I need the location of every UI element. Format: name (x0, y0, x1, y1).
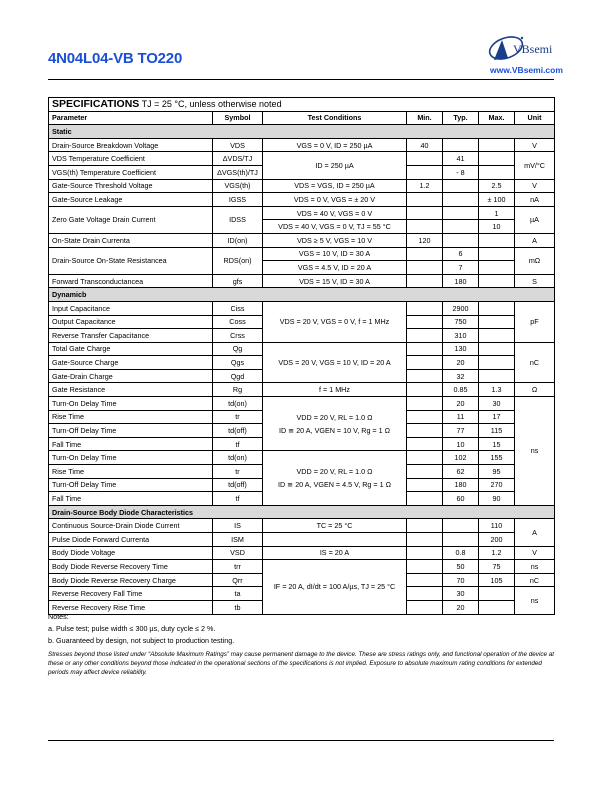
table-cell (407, 329, 443, 343)
table-cell: VDS = 0 V, VGS = ± 20 V (263, 193, 407, 207)
table-cell (479, 233, 515, 247)
table-cell: nA (515, 193, 555, 207)
table-cell: td(off) (213, 478, 263, 492)
table-cell (479, 315, 515, 329)
table-cell: 11 (443, 410, 479, 424)
table-cell: 310 (443, 329, 479, 343)
table-cell: Rise Time (49, 465, 213, 479)
table-cell: A (515, 233, 555, 247)
table-cell: TC = 25 °C (263, 519, 407, 533)
table-cell: VDS = VGS, ID = 250 µA (263, 179, 407, 193)
table-cell: Output Capacitance (49, 315, 213, 329)
table-cell (407, 587, 443, 601)
table-cell (443, 193, 479, 207)
table-row (49, 301, 555, 315)
table-cell: 10 (479, 220, 515, 234)
table-row (49, 519, 555, 533)
table-cell (407, 342, 443, 356)
table-cell: Reverse Recovery Fall Time (49, 587, 213, 601)
table-cell (407, 397, 443, 411)
table-cell: Crss (213, 329, 263, 343)
logo-text: VBsemi (513, 42, 553, 56)
table-cell: 20 (443, 356, 479, 370)
table-cell: mΩ (515, 247, 555, 274)
table-cell: Turn-Off Delay Time (49, 424, 213, 438)
table-cell: 102 (443, 451, 479, 465)
table-cell (407, 560, 443, 574)
table-cell: 0.8 (443, 546, 479, 560)
table-cell (407, 301, 443, 315)
table-cell: tb (213, 600, 263, 614)
table-cell: VDS = 40 V, VGS = 0 V (263, 206, 407, 220)
table-row (49, 383, 555, 397)
table-cell: 95 (479, 465, 515, 479)
table-row (49, 138, 555, 152)
table-cell (407, 165, 443, 179)
table-cell: Rg (213, 383, 263, 397)
table-cell: Coss (213, 315, 263, 329)
table-cell: td(off) (213, 424, 263, 438)
table-cell (479, 261, 515, 275)
table-cell (443, 220, 479, 234)
table-cell: Continuous Source-Drain Diode Current (49, 519, 213, 533)
table-cell: Turn-On Delay Time (49, 397, 213, 411)
table-cell: 180 (443, 274, 479, 288)
table-cell: Ω (515, 383, 555, 397)
table-cell: Max. (479, 111, 515, 125)
table-cell: Qrr (213, 573, 263, 587)
table-cell (407, 356, 443, 370)
table-row (49, 247, 555, 261)
table-cell (407, 424, 443, 438)
table-cell: Fall Time (49, 492, 213, 506)
table-cell: 30 (479, 397, 515, 411)
table-cell: IGSS (213, 193, 263, 207)
header-rule (48, 79, 554, 80)
table-cell (407, 152, 443, 166)
table-cell: tr (213, 465, 263, 479)
specifications-table (48, 97, 555, 615)
table-cell (443, 233, 479, 247)
table-cell: Typ. (443, 111, 479, 125)
table-cell (407, 383, 443, 397)
table-cell: 60 (443, 492, 479, 506)
table-cell: VDS (213, 138, 263, 152)
table-cell: 120 (407, 233, 443, 247)
table-cell (443, 519, 479, 533)
table-cell: Drain-Source On-State Resistancea (49, 247, 213, 274)
table-cell: 17 (479, 410, 515, 424)
table-row (49, 546, 555, 560)
table-cell: f = 1 MHz (263, 383, 407, 397)
table-cell: ± 100 (479, 193, 515, 207)
table-cell (407, 451, 443, 465)
table-cell (443, 206, 479, 220)
table-row (49, 193, 555, 207)
table-cell (407, 478, 443, 492)
table-cell: Gate-Source Threshold Voltage (49, 179, 213, 193)
table-row (49, 560, 555, 574)
table-cell (479, 587, 515, 601)
table-cell: Reverse Transfer Capacitance (49, 329, 213, 343)
table-cell (443, 138, 479, 152)
table-cell: Static (49, 125, 555, 139)
table-cell: 10 (443, 437, 479, 451)
table-cell: 70 (443, 573, 479, 587)
table-cell: Test Conditions (263, 111, 407, 125)
table-cell: IDSS (213, 206, 263, 233)
table-cell: 0.85 (443, 383, 479, 397)
table-cell: tr (213, 410, 263, 424)
table-cell: On-State Drain Currenta (49, 233, 213, 247)
table-cell (443, 533, 479, 547)
table-cell: Reverse Recovery Rise Time (49, 600, 213, 614)
table-cell (407, 220, 443, 234)
table-cell: Turn-Off Delay Time (49, 478, 213, 492)
table-cell: VDS ≥ 5 V, VGS = 10 V (263, 233, 407, 247)
table-cell: ns (515, 560, 555, 574)
table-cell: nC (515, 342, 555, 383)
table-cell: 270 (479, 478, 515, 492)
table-cell: 130 (443, 342, 479, 356)
table-cell: Gate-Source Charge (49, 356, 213, 370)
table-cell: VDD = 20 V, RL = 1.0 Ω ID ≅ 20 A, VGEN = 10 V, Rg = 1 Ω (263, 397, 407, 451)
table-cell: Gate-Drain Charge (49, 369, 213, 383)
table-cell: VDS Temperature Coefficient (49, 152, 213, 166)
table-cell: Qgd (213, 369, 263, 383)
table-cell: 110 (479, 519, 515, 533)
table-cell: Body Diode Voltage (49, 546, 213, 560)
table-cell: Qg (213, 342, 263, 356)
table-cell: Body Diode Reverse Recovery Charge (49, 573, 213, 587)
table-cell (479, 274, 515, 288)
table-cell: 75 (479, 560, 515, 574)
table-cell (407, 261, 443, 275)
table-row (49, 451, 555, 465)
table-cell: V (515, 179, 555, 193)
table-cell (479, 342, 515, 356)
table-cell: Parameter (49, 111, 213, 125)
table-cell: mV/°C (515, 152, 555, 179)
table-cell: - 8 (443, 165, 479, 179)
table-cell: ns (515, 587, 555, 614)
table-cell: VGS = 10 V, ID = 30 A (263, 247, 407, 261)
table-cell: 20 (443, 600, 479, 614)
table-cell (407, 206, 443, 220)
table-cell: Input Capacitance (49, 301, 213, 315)
table-cell (407, 247, 443, 261)
table-cell (479, 369, 515, 383)
table-cell (407, 410, 443, 424)
table-cell: 40 (407, 138, 443, 152)
table-cell: IS = 20 A (263, 546, 407, 560)
table-cell: Gate Resistance (49, 383, 213, 397)
note-a: a. Pulse test; pulse width ≤ 300 µs, duty cycle ≤ 2 %. (48, 624, 216, 633)
table-cell: 32 (443, 369, 479, 383)
table-cell: V (515, 138, 555, 152)
table-cell (479, 247, 515, 261)
table-cell: VDS = 15 V, ID = 30 A (263, 274, 407, 288)
table-cell: 50 (443, 560, 479, 574)
document-title: 4N04L04-VB TO220 (48, 50, 183, 67)
table-row (49, 274, 555, 288)
table-header-row (49, 111, 555, 125)
table-cell (407, 519, 443, 533)
table-cell: 90 (479, 492, 515, 506)
table-cell: Ciss (213, 301, 263, 315)
table-cell: Zero Gate Voltage Drain Current (49, 206, 213, 233)
table-cell: VDD = 20 V, RL = 1.0 Ω ID ≅ 20 A, VGEN = 4.5 V, Rg = 1 Ω (263, 451, 407, 505)
table-cell (407, 533, 443, 547)
table-cell: Fall Time (49, 437, 213, 451)
table-cell: 1.3 (479, 383, 515, 397)
table-cell: VGS = 4.5 V, ID = 20 A (263, 261, 407, 275)
table-cell: 1.2 (407, 179, 443, 193)
notes (48, 611, 554, 647)
table-cell: ta (213, 587, 263, 601)
table-cell: 30 (443, 587, 479, 601)
table-cell: Body Diode Reverse Recovery Time (49, 560, 213, 574)
footer-rule (48, 740, 554, 741)
table-cell (407, 492, 443, 506)
table-cell: 105 (479, 573, 515, 587)
table-cell: 7 (443, 261, 479, 275)
table-cell (407, 546, 443, 560)
table-cell: VDS = 40 V, VGS = 0 V, TJ = 55 °C (263, 220, 407, 234)
table-cell: Turn-On Delay Time (49, 451, 213, 465)
table-cell: 2900 (443, 301, 479, 315)
table-cell: Gate-Source Leakage (49, 193, 213, 207)
table-cell: Forward Transconductancea (49, 274, 213, 288)
table-row (49, 152, 555, 166)
table-row (49, 342, 555, 356)
table-cell: tf (213, 492, 263, 506)
table-cell: Qgs (213, 356, 263, 370)
table-cell: ΔVGS(th)/TJ (213, 165, 263, 179)
table-cell (479, 301, 515, 315)
table-cell (479, 152, 515, 166)
table-cell (407, 193, 443, 207)
table-title: SPECIFICATIONS TJ = 25 °C, unless otherwise noted (49, 98, 555, 112)
table-cell: VGS(th) (213, 179, 263, 193)
table-cell: 6 (443, 247, 479, 261)
table-cell (479, 329, 515, 343)
table-cell: pF (515, 301, 555, 342)
note-b: b. Guaranteed by design, not subject to production testing. (48, 636, 235, 645)
table-cell: 115 (479, 424, 515, 438)
table-cell (407, 369, 443, 383)
table-cell: Min. (407, 111, 443, 125)
disclaimer: Stresses beyond those listed under “Absolute Maximum Ratings” may cause permanent damage to the device. These are stress ratings only, and functional operation of the device at these or any other conditions beyond those indicated in the operational sections of the specifications is not implied. Exposure to absolute maximum rating conditions for extended periods may affect device reliability. (48, 651, 555, 676)
table-cell: ID = 250 µA (263, 152, 407, 179)
notes-heading: Notes: (48, 612, 69, 621)
table-cell (407, 465, 443, 479)
table-cell: Unit (515, 111, 555, 125)
table-cell: gfs (213, 274, 263, 288)
table-cell (407, 437, 443, 451)
table-cell: ΔVDS/TJ (213, 152, 263, 166)
table-cell: td(on) (213, 397, 263, 411)
table-cell: Rise Time (49, 410, 213, 424)
table-cell: tf (213, 437, 263, 451)
table-cell (479, 356, 515, 370)
table-row (49, 533, 555, 547)
table-cell: nC (515, 573, 555, 587)
table-cell: S (515, 274, 555, 288)
table-cell (479, 165, 515, 179)
table-cell: RDS(on) (213, 247, 263, 274)
table-cell (407, 274, 443, 288)
table-cell (407, 573, 443, 587)
table-cell: IF = 20 A, dI/dt = 100 A/µs, TJ = 25 °C (263, 560, 407, 614)
table-cell: ISM (213, 533, 263, 547)
table-cell: Total Gate Charge (49, 342, 213, 356)
table-cell (443, 179, 479, 193)
table-cell: ID(on) (213, 233, 263, 247)
logo-url: www.VBsemi.com (490, 65, 563, 75)
table-cell: VSD (213, 546, 263, 560)
table-cell: 155 (479, 451, 515, 465)
table-cell (263, 533, 407, 547)
table-cell (479, 138, 515, 152)
table-cell: VGS = 0 V, ID = 250 µA (263, 138, 407, 152)
table-cell: Pulse Diode Forward Currenta (49, 533, 213, 547)
table-cell: µA (515, 206, 555, 233)
table-cell: 750 (443, 315, 479, 329)
table-cell: 77 (443, 424, 479, 438)
table-cell: VDS = 20 V, VGS = 10 V, ID = 20 A (263, 342, 407, 383)
table-cell: 41 (443, 152, 479, 166)
table-row (49, 397, 555, 411)
table-cell: 15 (479, 437, 515, 451)
table-cell: 20 (443, 397, 479, 411)
section-static (49, 125, 555, 139)
section-dynamic (49, 288, 555, 302)
table-cell: Drain-Source Body Diode Characteristics (49, 505, 555, 519)
table-row (49, 179, 555, 193)
table-row (49, 206, 555, 220)
table-cell: VDS = 20 V, VGS = 0 V, f = 1 MHz (263, 301, 407, 342)
table-cell: Symbol (213, 111, 263, 125)
table-cell: VGS(th) Temperature Coefficient (49, 165, 213, 179)
table-cell: ns (515, 397, 555, 506)
table-cell: IS (213, 519, 263, 533)
table-cell: trr (213, 560, 263, 574)
table-cell: 2.5 (479, 179, 515, 193)
table-cell: 1 (479, 206, 515, 220)
table-cell: V (515, 546, 555, 560)
table-cell: 62 (443, 465, 479, 479)
section-body-diode (49, 505, 555, 519)
table-cell (407, 315, 443, 329)
table-cell: 200 (479, 533, 515, 547)
table-cell: 1.2 (479, 546, 515, 560)
table-cell: Drain-Source Breakdown Voltage (49, 138, 213, 152)
table-row (49, 233, 555, 247)
table-cell: 180 (443, 478, 479, 492)
table-cell: Dynamicb (49, 288, 555, 302)
table-cell: td(on) (213, 451, 263, 465)
table-cell: A (515, 519, 555, 546)
